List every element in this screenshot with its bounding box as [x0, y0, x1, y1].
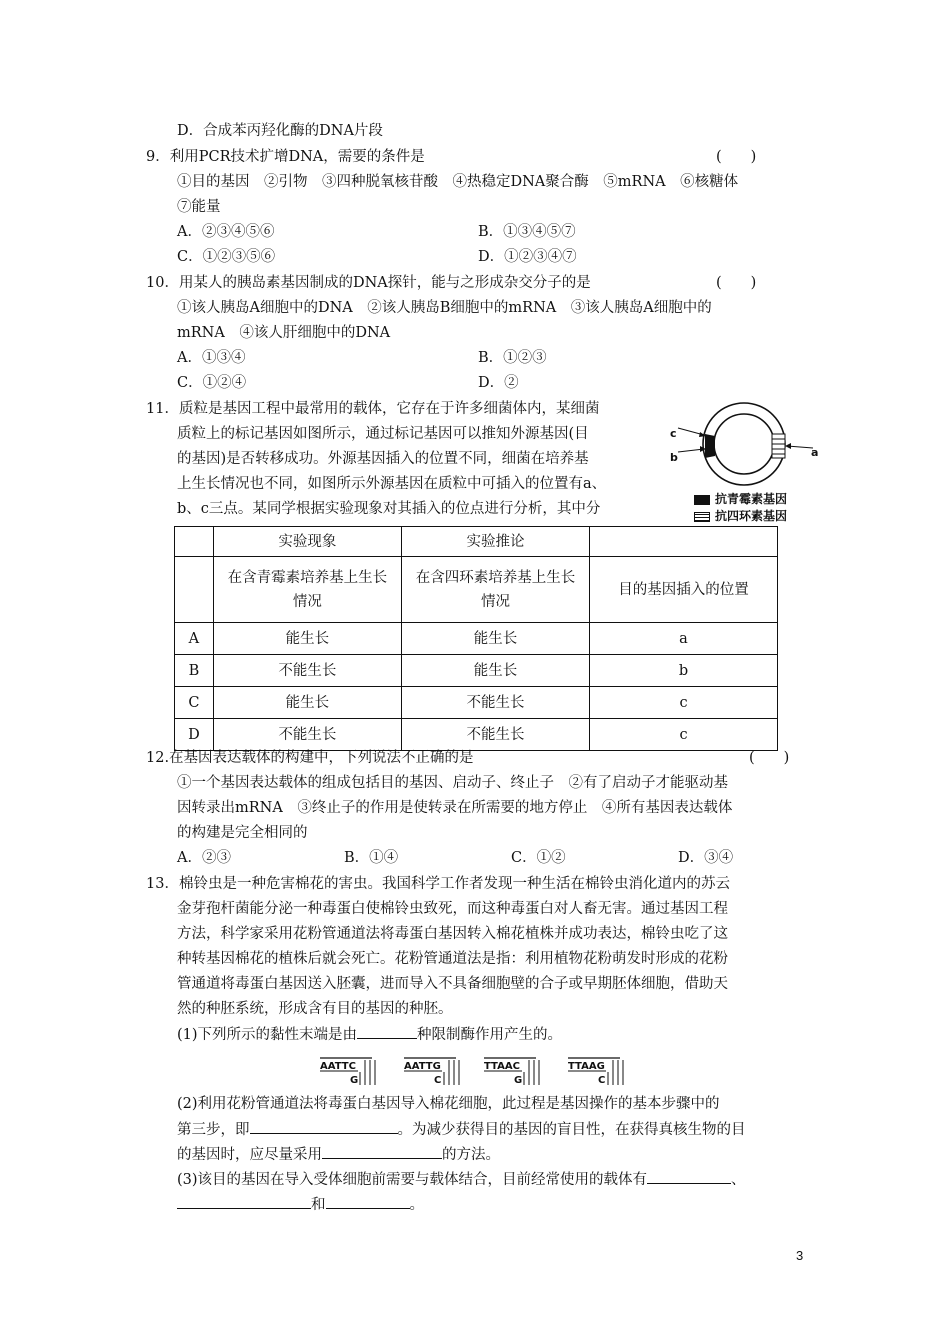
- q10-answer-paren: ( ): [716, 275, 757, 291]
- tetracycline-resistance-gene-segment: [772, 434, 785, 458]
- row-penicillin: 不能生长: [213, 655, 401, 687]
- q13-part2-line3-prefix: 的基因时，应尽量采用: [177, 1147, 322, 1163]
- q13-part2-prefix: 第三步，即: [177, 1122, 250, 1138]
- sticky-end-1-top: AATTC: [320, 1061, 356, 1072]
- row-option: C: [175, 687, 214, 719]
- table-corner: [175, 527, 214, 557]
- q13-part3-blank2[interactable]: [177, 1192, 311, 1209]
- row-penicillin: 能生长: [213, 623, 401, 655]
- q13-line3: 方法，科学家采用花粉管通道法将毒蛋白基因转入棉花植株并成功表达，棉铃虫吃了这: [177, 926, 728, 942]
- q12-items-line1: ①一个基因表达载体的组成包括目的基因、启动子、终止子 ②有了启动子才能驱动基: [177, 775, 728, 791]
- q9-option-d: D．①②③④⑦: [478, 249, 577, 265]
- q13-part3-blank1[interactable]: [647, 1167, 731, 1184]
- sticky-end-3-top: TTAAC: [484, 1061, 520, 1072]
- q13-part3-line1: [177, 1167, 746, 1193]
- q12-items-line3: 的构建是完全相同的: [177, 825, 308, 841]
- q11-line2: 质粒上的标记基因如图所示，通过标记基因可以推知外源基因(目: [177, 426, 589, 442]
- row-option: B: [175, 655, 214, 687]
- page-number: 3: [796, 1248, 804, 1263]
- q13-line1: 13．棉铃虫是一种危害棉花的害虫。我国科学工作者发现一种生活在棉铃虫消化道内的苏云: [146, 876, 730, 892]
- q13-part3-end: 。: [409, 1197, 424, 1213]
- q13-part2-line3-suffix: 的方法。: [442, 1147, 500, 1163]
- q12-option-a: A．②③: [177, 850, 231, 866]
- q10-option-c: C．①②④: [177, 375, 247, 391]
- q9-option-b: B．①③④⑤⑦: [478, 224, 576, 240]
- q9-option-a: A．②③④⑤⑥: [177, 224, 275, 240]
- q13-line6: 然的种胚系统，形成含有目的基因的种胚。: [177, 1001, 453, 1017]
- q10-items-line2: mRNA ④该人肝细胞中的DNA: [177, 325, 391, 341]
- table-row: [175, 655, 778, 687]
- row-tetracycline: 能生长: [401, 655, 589, 687]
- q9-items-line1: ①目的基因 ②引物 ③四种脱氧核苷酸 ④热稳定DNA聚合酶 ⑤mRNA ⑥核糖体: [177, 174, 739, 190]
- table-blank-cell: [175, 557, 214, 623]
- q11-line3: 的基因)是否转移成功。外源基因插入的位置不同，细菌在培养基: [177, 451, 589, 467]
- q13-part3-blank3[interactable]: [326, 1192, 410, 1209]
- row-position: c: [590, 719, 778, 751]
- label-c: c: [670, 427, 677, 440]
- header-inference: 实验推论: [401, 527, 589, 557]
- sticky-ends-figure: [318, 1055, 638, 1087]
- row-position: c: [590, 687, 778, 719]
- row-tetracycline: 不能生长: [401, 687, 589, 719]
- experiment-table: [174, 526, 778, 751]
- sticky-end-2: [404, 1058, 459, 1086]
- q13-line2: 金芽孢杆菌能分泌一种毒蛋白使棉铃虫致死，而这种毒蛋白对人畜无害。通过基因工程: [177, 901, 728, 917]
- q13-part1-prefix: (1)下列所示的黏性末端是由: [177, 1027, 358, 1043]
- q12-items-line2: 因转录出mRNA ③终止子的作用是使转录在所需要的地方停止 ④所有基因表达载体: [177, 800, 733, 816]
- q13-part1-blank[interactable]: [357, 1022, 417, 1039]
- q9-stem: 9．利用PCR技术扩增DNA，需要的条件是: [146, 149, 425, 165]
- legend-tetracycline: 抗四环素基因: [715, 509, 788, 523]
- legend-ampicillin: 抗青霉素基因: [715, 492, 788, 506]
- q9-option-c: C．①②③⑤⑥: [177, 249, 276, 265]
- q13-part3-prefix: (3)该目的基因在导入受体细胞前需要与载体结合，目前经常使用的载体有: [177, 1172, 648, 1188]
- row-position: a: [590, 623, 778, 655]
- q13-part2-line3: [177, 1142, 500, 1168]
- q12-answer-paren: ( ): [749, 750, 790, 766]
- sticky-end-3: [484, 1058, 539, 1086]
- q10-option-a: A．①③④: [177, 350, 246, 366]
- q9-answer-paren: ( ): [716, 149, 757, 165]
- ampicillin-resistance-gene-segment: [705, 434, 715, 458]
- q13-part2-middle: 。为减少获得目的基因的盲目性，在获得真核生物的目: [397, 1122, 746, 1138]
- row-penicillin: 能生长: [213, 687, 401, 719]
- q13-line5: 管通道将毒蛋白基因送入胚囊，进而导入不具备细胞壁的合子或早期胚体细胞，借助天: [177, 976, 728, 992]
- table-row: [175, 623, 778, 655]
- q12-option-b: B．①④: [344, 850, 399, 866]
- label-b: b: [670, 451, 678, 464]
- sticky-end-1: [320, 1058, 375, 1086]
- q13-part3-comma: 、: [731, 1172, 746, 1188]
- row-option: A: [175, 623, 214, 655]
- header-tetracycline-growth: 在含四环素培养基上生长情况: [401, 557, 589, 623]
- q13-part2-blank1[interactable]: [250, 1117, 398, 1134]
- q13-part1: [177, 1022, 562, 1048]
- q10-option-d: D．②: [478, 375, 519, 391]
- sticky-end-4-bottom: C: [598, 1075, 606, 1086]
- q12-stem: 12.在基因表达载体的构建中，下列说法不正确的是: [146, 750, 474, 766]
- q12-option-c: C．①②: [511, 850, 566, 866]
- row-tetracycline: 能生长: [401, 623, 589, 655]
- sticky-end-4: [568, 1058, 623, 1086]
- q10-stem: 10．用某人的胰岛素基因制成的DNA探针，能与之形成杂交分子的是: [146, 275, 591, 291]
- header-blank: [590, 527, 778, 557]
- plasmid-diagram: [668, 396, 820, 486]
- q9-items-line2: ⑦能量: [177, 199, 221, 215]
- header-phenomenon: 实验现象: [213, 527, 401, 557]
- q11-line5: b、c三点。某同学根据实验现象对其插入的位点进行分析，其中分: [177, 501, 601, 517]
- row-position: b: [590, 655, 778, 687]
- q11-line1: 11．质粒是基因工程中最常用的载体，它存在于许多细菌体内，某细菌: [146, 401, 600, 417]
- q10-items-line1: ①该人胰岛A细胞中的DNA ②该人胰岛B细胞中的mRNA ③该人胰岛A细胞中的: [177, 300, 712, 316]
- row-tetracycline: 不能生长: [401, 719, 589, 751]
- q13-line4: 种转基因棉花的植株后就会死亡。花粉管通道法是指：利用植物花粉萌发时形成的花粉: [177, 951, 728, 967]
- table-row: [175, 687, 778, 719]
- header-insert-position: 目的基因插入的位置: [590, 557, 778, 623]
- sticky-end-1-bottom: G: [350, 1075, 359, 1086]
- q13-part3-line2: [177, 1192, 424, 1218]
- legend-swatch-ampicillin: [694, 495, 710, 505]
- sticky-end-3-bottom: G: [514, 1075, 523, 1086]
- row-penicillin: 不能生长: [213, 719, 401, 751]
- q12-option-d: D．③④: [678, 850, 734, 866]
- sticky-end-2-top: AATTG: [404, 1061, 441, 1072]
- q11-line4: 上生长情况也不同，如图所示外源基因在质粒中可插入的位置有a、: [177, 476, 607, 492]
- q13-part3-and: 和: [311, 1197, 326, 1213]
- q8-option-d: D．合成苯丙羟化酶的DNA片段: [177, 123, 383, 139]
- plasmid-inner-ring: [714, 414, 774, 474]
- q13-part2-line1: (2)利用花粉管通道法将毒蛋白基因导入棉花细胞，此过程是基因操作的基本步骤中的: [177, 1096, 720, 1112]
- header-penicillin-growth: 在含青霉素培养基上生长情况: [213, 557, 401, 623]
- q13-part1-suffix: 种限制酶作用产生的。: [417, 1027, 563, 1043]
- q10-option-b: B．①②③: [478, 350, 547, 366]
- plasmid-figure: [668, 396, 820, 532]
- sticky-end-4-top: TTAAG: [568, 1061, 605, 1072]
- row-option: D: [175, 719, 214, 751]
- sticky-end-2-bottom: C: [434, 1075, 442, 1086]
- legend-swatch-tetracycline: [694, 512, 710, 522]
- q13-part2-blank2[interactable]: [322, 1142, 442, 1159]
- q13-part2-line2: [177, 1117, 746, 1143]
- label-a: a: [811, 446, 819, 459]
